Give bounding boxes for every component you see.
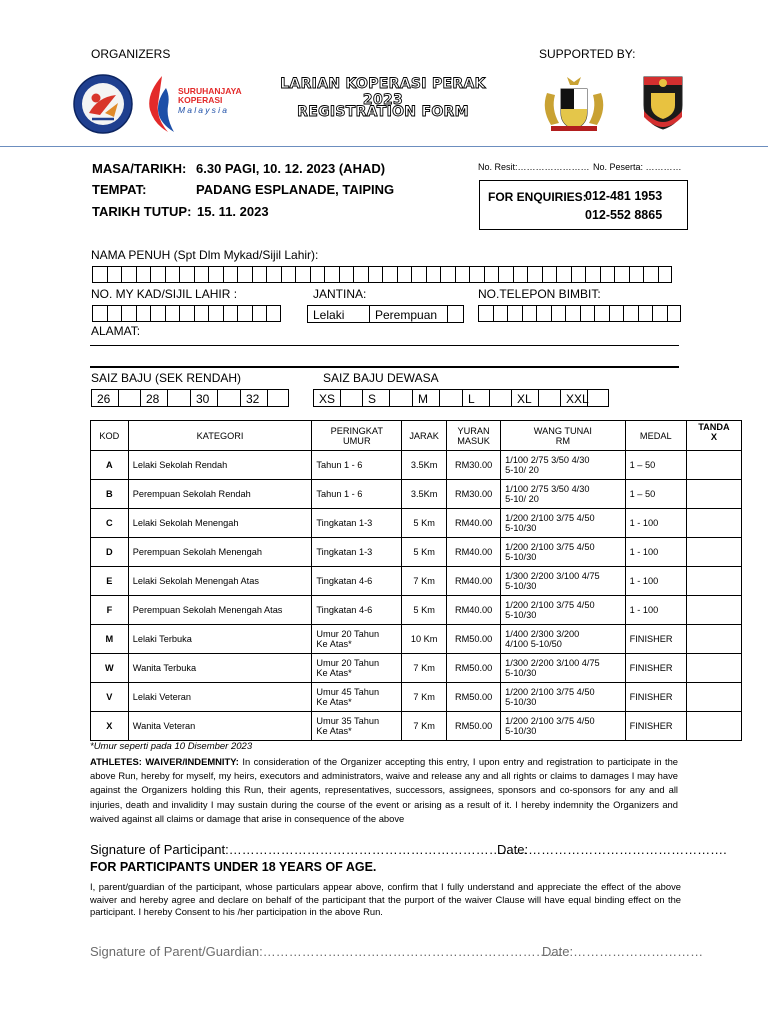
size-26-check[interactable] xyxy=(118,389,140,407)
waiver-heading: ATHLETES: WAIVER/INDEMNITY: xyxy=(90,756,239,767)
row-wang-line-2: 5-10/30 xyxy=(505,581,537,591)
size-32-option[interactable]: 32 xyxy=(240,389,267,407)
mykad-char-box[interactable] xyxy=(107,305,122,322)
telefon-char-box[interactable] xyxy=(536,305,551,322)
size-m-option[interactable]: M xyxy=(412,389,439,407)
mykad-char-box[interactable] xyxy=(136,305,151,322)
nama-char-box[interactable] xyxy=(368,266,383,283)
skm-logo xyxy=(140,74,260,136)
row-medal: 1 - 100 xyxy=(625,538,686,567)
row-wang-line-1: 1/300 2/200 3/100 4/75 xyxy=(505,571,600,581)
row-wang-line-1: 1/200 2/100 3/75 4/50 xyxy=(505,687,595,697)
header-peringkat-umur-line-1: PERINGKAT xyxy=(330,425,383,436)
nama-char-box[interactable] xyxy=(92,266,107,283)
row-kod: F xyxy=(91,596,129,625)
categories-table xyxy=(90,420,742,741)
nama-char-box[interactable] xyxy=(237,266,252,283)
row-peringkat-umur xyxy=(312,567,402,596)
row-kod: V xyxy=(91,683,129,712)
row-kod: A xyxy=(91,451,129,480)
nama-char-box[interactable] xyxy=(542,266,557,283)
table-row xyxy=(91,712,742,741)
row-umur-line-1: Umur 20 Tahun xyxy=(316,658,380,668)
telefon-char-box[interactable] xyxy=(638,305,653,322)
header-tanda-line-2: X xyxy=(710,432,717,442)
header-wang-line-1: WANG TUNAI xyxy=(533,425,592,436)
table-row xyxy=(91,596,742,625)
organizers-label: ORGANIZERS xyxy=(91,47,171,61)
row-umur-line-1: Umur 35 Tahun xyxy=(316,716,380,726)
row-umur-line-1: Umur 45 Tahun xyxy=(316,687,380,697)
row-jarak: 5 Km xyxy=(402,509,447,538)
participant-date-field[interactable]: Date:………………………………………. xyxy=(497,842,727,857)
row-peringkat-umur xyxy=(312,538,402,567)
nama-char-box[interactable] xyxy=(629,266,644,283)
row-wang-tunai xyxy=(501,509,625,538)
row-peringkat-umur xyxy=(312,451,402,480)
mykad-char-box[interactable] xyxy=(165,305,180,322)
enquiries-box xyxy=(479,180,688,230)
row-kategori: Perempuan Sekolah Rendah xyxy=(128,480,312,509)
table-row xyxy=(91,683,742,712)
row-wang-tunai xyxy=(501,480,625,509)
row-wang-tunai xyxy=(501,712,625,741)
row-kod: X xyxy=(91,712,129,741)
nama-char-box[interactable] xyxy=(208,266,223,283)
nama-char-box[interactable] xyxy=(353,266,368,283)
row-tanda-checkbox[interactable] xyxy=(686,654,741,683)
row-wang-tunai xyxy=(501,538,625,567)
mykad-input-boxes[interactable] xyxy=(92,305,281,322)
row-wang-line-1: 1/300 2/200 3/100 4/75 xyxy=(505,658,600,668)
telefon-char-box[interactable] xyxy=(623,305,638,322)
size-xl-check[interactable] xyxy=(538,389,560,407)
nama-char-box[interactable] xyxy=(107,266,122,283)
skm-logo-text-1: SURUHANJAYA xyxy=(178,86,242,96)
table-header-row xyxy=(91,421,742,451)
mykad-char-box[interactable] xyxy=(237,305,252,322)
row-jarak: 3.5Km xyxy=(402,480,447,509)
nama-char-box[interactable] xyxy=(223,266,238,283)
form-title: LARIAN KOPERASI PERAK 2023 xyxy=(280,76,486,108)
table-row xyxy=(91,625,742,654)
row-jarak: 3.5Km xyxy=(402,451,447,480)
jantina-options[interactable] xyxy=(307,305,464,323)
row-peringkat-umur xyxy=(312,712,402,741)
nama-char-box[interactable] xyxy=(150,266,165,283)
size-xs-check[interactable] xyxy=(340,389,362,407)
nama-char-box[interactable] xyxy=(310,266,325,283)
table-row xyxy=(91,538,742,567)
telefon-input-boxes[interactable] xyxy=(478,305,681,322)
mykad-char-box[interactable] xyxy=(179,305,194,322)
row-jarak: 7 Km xyxy=(402,683,447,712)
alamat-label: ALAMAT: xyxy=(91,324,141,338)
row-yuran: RM40.00 xyxy=(447,538,501,567)
row-tanda-checkbox[interactable] xyxy=(686,596,741,625)
nama-char-box[interactable] xyxy=(527,266,542,283)
row-kategori: Wanita Terbuka xyxy=(128,654,312,683)
nama-char-box[interactable] xyxy=(165,266,180,283)
nama-char-box[interactable] xyxy=(339,266,354,283)
row-yuran: RM40.00 xyxy=(447,509,501,538)
nama-input-boxes[interactable] xyxy=(92,266,672,283)
table-row xyxy=(91,509,742,538)
size-xxl-check[interactable] xyxy=(587,389,609,407)
nama-char-box[interactable] xyxy=(194,266,209,283)
row-wang-line-2: 5-10/ 20 xyxy=(505,494,539,504)
nama-char-box[interactable] xyxy=(411,266,426,283)
header-tanda xyxy=(686,421,741,451)
row-medal: FINISHER xyxy=(625,712,686,741)
row-wang-line-1: 1/100 2/75 3/50 4/30 xyxy=(505,484,590,494)
telefon-char-box[interactable] xyxy=(652,305,667,322)
masa-value: 6.30 PAGI, 10. 12. 2023 (AHAD) xyxy=(196,161,386,176)
size-l-check[interactable] xyxy=(489,389,511,407)
row-jarak: 7 Km xyxy=(402,712,447,741)
row-kategori: Lelaki Sekolah Menengah Atas xyxy=(128,567,312,596)
size-30-check[interactable] xyxy=(217,389,240,407)
enquiries-phone-2: 012-552 8865 xyxy=(585,208,663,222)
nama-char-box[interactable] xyxy=(571,266,586,283)
size-l-option[interactable]: L xyxy=(462,389,489,407)
organizer-logo-1 xyxy=(72,73,134,135)
telefon-char-box[interactable] xyxy=(565,305,580,322)
size-xs-option[interactable]: XS xyxy=(313,389,340,407)
nama-char-box[interactable] xyxy=(556,266,571,283)
size-xl-option[interactable]: XL xyxy=(511,389,538,407)
nama-char-box[interactable] xyxy=(382,266,397,283)
row-medal: 1 - 100 xyxy=(625,596,686,625)
row-yuran: RM40.00 xyxy=(447,596,501,625)
row-jarak: 5 Km xyxy=(402,596,447,625)
row-wang-line-1: 1/200 2/100 3/75 4/50 xyxy=(505,513,595,523)
row-wang-line-2: 4/100 5-10/50 xyxy=(505,639,562,649)
row-kategori: Perempuan Sekolah Menengah xyxy=(128,538,312,567)
header-peringkat-umur xyxy=(312,421,402,451)
under-18-heading: FOR PARTICIPANTS UNDER 18 YEARS OF AGE. xyxy=(90,860,377,874)
nama-char-box[interactable] xyxy=(324,266,339,283)
row-peringkat-umur xyxy=(312,625,402,654)
header-kategori: KATEGORI xyxy=(128,421,312,451)
header-yuran-line-2: MASUK xyxy=(457,435,490,446)
row-kod: C xyxy=(91,509,129,538)
saiz-baju-rendah-options[interactable] xyxy=(91,389,289,407)
size-s-option[interactable]: S xyxy=(362,389,389,407)
header-wang-line-2: RM xyxy=(555,435,571,446)
size-xxl-option[interactable]: XXL xyxy=(560,389,587,407)
enquiries-phone-1: 012-481 1953 xyxy=(585,189,663,203)
nama-char-box[interactable] xyxy=(643,266,658,283)
row-medal: 1 – 50 xyxy=(625,480,686,509)
nama-char-box[interactable] xyxy=(484,266,499,283)
row-yuran: RM30.00 xyxy=(447,480,501,509)
nama-char-box[interactable] xyxy=(121,266,136,283)
header-kod: KOD xyxy=(91,421,129,451)
mykad-char-box[interactable] xyxy=(252,305,267,322)
mykad-char-box[interactable] xyxy=(92,305,107,322)
jantina-label: JANTINA: xyxy=(313,287,367,301)
table-row xyxy=(91,480,742,509)
row-medal: 1 – 50 xyxy=(625,451,686,480)
row-kod: M xyxy=(91,625,129,654)
nama-char-box[interactable] xyxy=(281,266,296,283)
size-26-option[interactable]: 26 xyxy=(91,389,118,407)
row-umur-line-1: Tahun 1 - 6 xyxy=(316,489,363,499)
mykad-char-box[interactable] xyxy=(150,305,165,322)
row-wang-line-1: 1/400 2/300 3/200 xyxy=(505,629,580,639)
telefon-char-box[interactable] xyxy=(478,305,493,322)
row-yuran: RM50.00 xyxy=(447,683,501,712)
header-wang-tunai xyxy=(501,421,625,451)
row-wang-line-2: 5-10/30 xyxy=(505,726,537,736)
telefon-char-box[interactable] xyxy=(507,305,522,322)
waiver-paragraph xyxy=(90,755,678,826)
row-umur-line-2: Ke Atas* xyxy=(316,726,352,736)
guardian-paragraph: I, parent/guardian of the participant, whose particulars appear above, confirm that I fully understand and appreciate the effect of the above waiver and hereby agree and declare on behalf of the participant that the purport of the waiver Clause will have equal binding effect on the participant. I hereby Consent to his /her participation in the above Run. xyxy=(90,881,681,917)
mykad-char-box[interactable] xyxy=(223,305,238,322)
row-kategori: Lelaki Sekolah Menengah xyxy=(128,509,312,538)
row-medal: 1 - 100 xyxy=(625,567,686,596)
waiver-text: In consideration of the Organizer accepting this entry, I upon entry and registration to participate in the above Run, hereby for myself, my heirs, executors and administrators, waive and release any and all rights or claims to damages I may have against the Organizers holding this Run, their agents, representatives, successors, assignees, sponsors and co-sponsors for any and all injuries, death and invalidity I may sustain during the course of the event or arising as a result of it. I hereby indemnity the Organizers and waived against all claims or damage that arise in consequence of the above xyxy=(90,756,678,824)
row-yuran: RM50.00 xyxy=(447,654,501,683)
row-kategori: Lelaki Veteran xyxy=(128,683,312,712)
jantina-check-box[interactable] xyxy=(447,305,464,323)
row-yuran: RM50.00 xyxy=(447,712,501,741)
row-wang-tunai xyxy=(501,567,625,596)
header-medal: MEDAL xyxy=(625,421,686,451)
skm-logo-text-2: KOPERASI xyxy=(178,95,223,105)
jantina-perempuan-option[interactable]: Perempuan xyxy=(369,305,447,323)
row-wang-line-1: 1/200 2/100 3/75 4/50 xyxy=(505,716,595,726)
row-umur-line-2: Ke Atas* xyxy=(316,668,352,678)
nama-char-box[interactable] xyxy=(585,266,600,283)
tarikh-tutup-value: 15. 11. 2023 xyxy=(197,204,269,219)
no-resit-field[interactable]: No. Resit:…………………… xyxy=(478,162,590,172)
jantina-lelaki-option[interactable]: Lelaki xyxy=(307,305,369,323)
header-peringkat-umur-line-2: UMUR xyxy=(343,435,371,446)
row-wang-line-1: 1/200 2/100 3/75 4/50 xyxy=(505,600,595,610)
row-kod: B xyxy=(91,480,129,509)
row-wang-tunai xyxy=(501,625,625,654)
table-row xyxy=(91,451,742,480)
row-tanda-checkbox[interactable] xyxy=(686,509,741,538)
nama-char-box[interactable] xyxy=(397,266,412,283)
enquiries-label: FOR ENQUIRIES: xyxy=(488,190,587,204)
telefon-char-box[interactable] xyxy=(522,305,537,322)
guardian-signature-field[interactable]: Signature of Parent/Guardian:…………………………………………………………… xyxy=(90,944,562,959)
telefon-char-box[interactable] xyxy=(594,305,609,322)
row-kategori: Wanita Veteran xyxy=(128,712,312,741)
row-wang-line-2: 5-10/30 xyxy=(505,697,537,707)
tempat-value: PADANG ESPLANADE, TAIPING xyxy=(196,182,395,197)
row-wang-line-1: 1/100 2/75 3/50 4/30 xyxy=(505,455,590,465)
telefon-char-box[interactable] xyxy=(493,305,508,322)
row-tanda-checkbox[interactable] xyxy=(686,480,741,509)
form-subtitle: REGISTRATION FORM xyxy=(297,104,469,120)
row-tanda-checkbox[interactable] xyxy=(686,567,741,596)
row-wang-tunai xyxy=(501,451,625,480)
row-tanda-checkbox[interactable] xyxy=(686,625,741,654)
row-wang-line-1: 1/200 2/100 3/75 4/50 xyxy=(505,542,595,552)
header-divider xyxy=(0,146,768,147)
row-tanda-checkbox[interactable] xyxy=(686,712,741,741)
header-jarak: JARAK xyxy=(402,421,447,451)
row-medal: FINISHER xyxy=(625,654,686,683)
size-28-check[interactable] xyxy=(167,389,190,407)
nama-char-box[interactable] xyxy=(440,266,455,283)
row-peringkat-umur xyxy=(312,509,402,538)
row-umur-line-1: Tingkatan 1-3 xyxy=(316,547,373,557)
size-32-check[interactable] xyxy=(267,389,289,407)
participant-signature-field[interactable]: Signature of Participant:…………………………………………………………… xyxy=(90,842,528,857)
telefon-label: NO.TELEPON BIMBIT: xyxy=(478,287,601,301)
row-kod: W xyxy=(91,654,129,683)
row-wang-tunai xyxy=(501,596,625,625)
perak-crest-logo xyxy=(537,73,611,133)
size-28-option[interactable]: 28 xyxy=(140,389,167,407)
row-jarak: 5 Km xyxy=(402,538,447,567)
nama-char-box[interactable] xyxy=(252,266,267,283)
row-tanda-checkbox[interactable] xyxy=(686,451,741,480)
header-tanda-line-1: TANDA xyxy=(698,422,730,432)
table-row xyxy=(91,567,742,596)
size-30-option[interactable]: 30 xyxy=(190,389,217,407)
alamat-line-1[interactable] xyxy=(90,345,679,346)
tempat-label: TEMPAT: xyxy=(92,182,147,197)
nama-char-box[interactable] xyxy=(614,266,629,283)
row-wang-line-2: 5-10/30 xyxy=(505,552,537,562)
mykad-char-box[interactable] xyxy=(194,305,209,322)
nama-char-box[interactable] xyxy=(179,266,194,283)
row-wang-line-2: 5-10/30 xyxy=(505,668,537,678)
row-tanda-checkbox[interactable] xyxy=(686,683,741,712)
guardian-date-field[interactable]: Date:………………………… xyxy=(542,944,704,959)
supported-by-label: SUPPORTED BY: xyxy=(539,47,636,61)
saiz-baju-rendah-label: SAIZ BAJU (SEK RENDAH) xyxy=(91,371,242,385)
saiz-baju-dewasa-label: SAIZ BAJU DEWASA xyxy=(323,371,439,385)
telefon-char-box[interactable] xyxy=(609,305,624,322)
row-umur-line-2: Ke Atas* xyxy=(316,639,352,649)
nama-char-box[interactable] xyxy=(266,266,281,283)
row-jarak: 7 Km xyxy=(402,567,447,596)
nama-char-box[interactable] xyxy=(513,266,528,283)
row-kategori: Lelaki Sekolah Rendah xyxy=(128,451,312,480)
nama-char-box[interactable] xyxy=(600,266,615,283)
age-footnote: *Umur seperti pada 10 Disember 2023 xyxy=(90,741,253,752)
row-wang-line-2: 5-10/30 xyxy=(505,610,537,620)
nama-char-box[interactable] xyxy=(498,266,513,283)
size-s-check[interactable] xyxy=(389,389,412,407)
row-medal: FINISHER xyxy=(625,683,686,712)
row-kod: D xyxy=(91,538,129,567)
masa-label: MASA/TARIKH: xyxy=(92,161,187,176)
telefon-char-box[interactable] xyxy=(551,305,566,322)
row-wang-tunai xyxy=(501,654,625,683)
row-jarak: 10 Km xyxy=(402,625,447,654)
row-wang-tunai xyxy=(501,683,625,712)
row-yuran: RM40.00 xyxy=(447,567,501,596)
row-kategori: Lelaki Terbuka xyxy=(128,625,312,654)
row-umur-line-1: Tingkatan 4-6 xyxy=(316,576,373,586)
row-wang-line-2: 5-10/ 20 xyxy=(505,465,539,475)
row-yuran: RM50.00 xyxy=(447,625,501,654)
nama-char-box[interactable] xyxy=(455,266,470,283)
row-peringkat-umur xyxy=(312,596,402,625)
row-umur-line-1: Tahun 1 - 6 xyxy=(316,460,363,470)
nama-char-box[interactable] xyxy=(469,266,484,283)
row-umur-line-1: Tingkatan 4-6 xyxy=(316,605,373,615)
row-medal: 1 - 100 xyxy=(625,509,686,538)
nama-char-box[interactable] xyxy=(136,266,151,283)
telefon-char-box[interactable] xyxy=(580,305,595,322)
mykad-char-box[interactable] xyxy=(208,305,223,322)
row-tanda-checkbox[interactable] xyxy=(686,538,741,567)
header-yuran xyxy=(447,421,501,451)
nama-char-box[interactable] xyxy=(658,266,673,283)
row-peringkat-umur xyxy=(312,654,402,683)
row-jarak: 7 Km xyxy=(402,654,447,683)
nama-label: NAMA PENUH (Spt Dlm Mykad/Sijil Lahir): xyxy=(91,248,319,262)
row-peringkat-umur xyxy=(312,480,402,509)
nama-char-box[interactable] xyxy=(426,266,441,283)
mykad-char-box[interactable] xyxy=(266,305,281,322)
skm-logo-text-3: Malaysia xyxy=(178,105,230,115)
row-kategori: Perempuan Sekolah Menengah Atas xyxy=(128,596,312,625)
no-peserta-field[interactable]: No. Peserta: ………… xyxy=(593,162,682,172)
nama-char-box[interactable] xyxy=(295,266,310,283)
row-kod: E xyxy=(91,567,129,596)
mykad-label: NO. MY KAD/SIJIL LAHIR : xyxy=(91,287,238,301)
size-m-check[interactable] xyxy=(439,389,462,407)
telefon-char-box[interactable] xyxy=(667,305,682,322)
row-peringkat-umur xyxy=(312,683,402,712)
alamat-line-2[interactable] xyxy=(90,366,679,368)
saiz-baju-dewasa-options[interactable] xyxy=(313,389,609,407)
row-umur-line-2: Ke Atas* xyxy=(316,697,352,707)
header-yuran-line-1: YURAN xyxy=(457,425,490,436)
table-row xyxy=(91,654,742,683)
row-yuran: RM30.00 xyxy=(447,451,501,480)
tarikh-tutup-label: TARIKH TUTUP: xyxy=(92,204,192,219)
mykad-char-box[interactable] xyxy=(121,305,136,322)
row-umur-line-1: Tingkatan 1-3 xyxy=(316,518,373,528)
row-umur-line-1: Umur 20 Tahun xyxy=(316,629,380,639)
row-medal: FINISHER xyxy=(625,625,686,654)
supporter-logo-2 xyxy=(638,71,688,131)
row-wang-line-2: 5-10/30 xyxy=(505,523,537,533)
